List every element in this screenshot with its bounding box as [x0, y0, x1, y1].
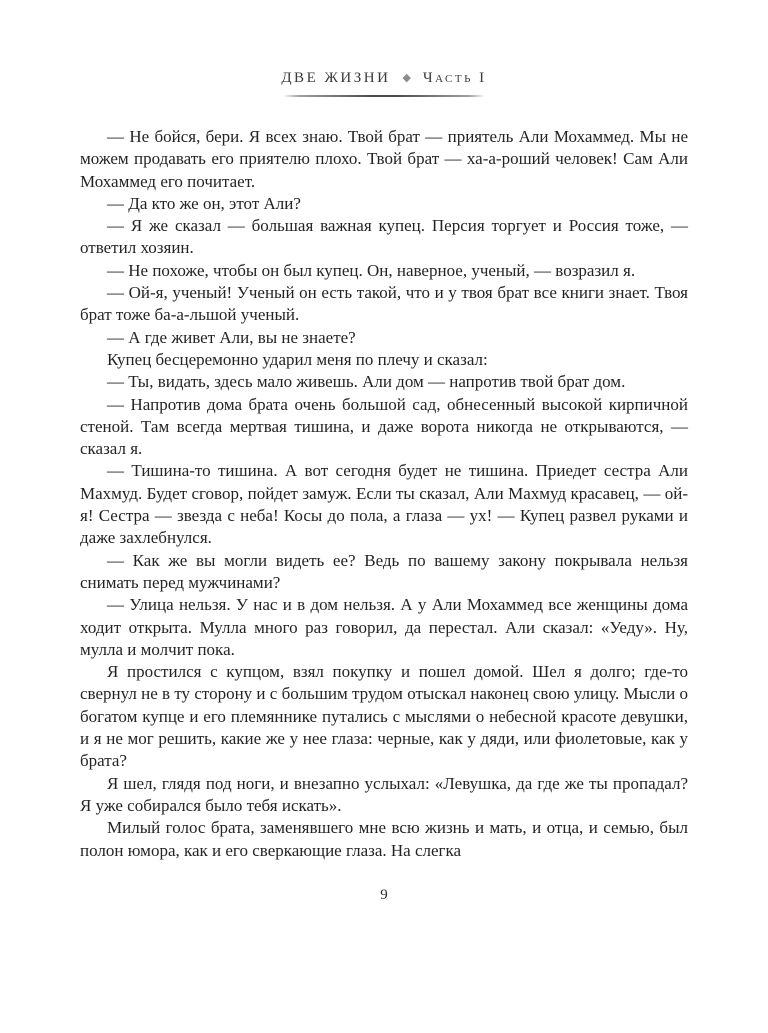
- text-paragraph: — Да кто же он, этот Али?: [107, 193, 301, 213]
- text-paragraph: — Улица нельзя. У нас и в дом нельзя. А у Али Мохаммед все женщины дома ходит открыта. Мулла много раз говорил, да перестал. Али сказал: «Уеду». Ну, мулла и молчит пока.: [80, 595, 688, 659]
- text-paragraph: — Напротив дома брата очень большой сад, обнесенный высокой кирпичной стеной. Там всегда мертвая тишина, и даже ворота никогда не открываются, — сказал я.: [80, 394, 688, 459]
- page-body: [80, 126, 688, 862]
- text-paragraph: Милый голос брата, заменявшего мне всю жизнь и мать, и отца, и семью, был полон юмора, как и его сверкающие глаза. На слегка: [80, 818, 688, 860]
- text-paragraph: — Ой-я, ученый! Ученый он есть такой, что и у твоя брат все книги знает. Твоя брат тоже ба-а-льшой ученый.: [80, 283, 688, 325]
- text-paragraph: Я шел, глядя под ноги, и внезапно услыхал: «Левушка, да где же ты пропадал? Я уже собирался было тебя искать».: [80, 773, 688, 815]
- text-paragraph: — Не бойся, бери. Я всех знаю. Твой брат — приятель Али Мохаммед. Мы не можем продавать его приятелю плохо. Твой брат — ха-а-роший человек! Сам Али Мохаммед его почитает.: [80, 127, 688, 191]
- text-paragraph: — А где живет Али, вы не знаете?: [107, 327, 356, 347]
- text-paragraph: — Я же сказал — большая важная купец. Персия торгует и Россия тоже, — ответил хозяин.: [80, 216, 688, 258]
- diamond-separator-icon: ◆: [402, 72, 411, 84]
- text-paragraph: — Как же вы могли видеть ее? Ведь по вашему закону покрывала нельзя снимать перед мужчинами?: [80, 550, 688, 592]
- text-paragraph: Я простился с купцом, взял покупку и пошел домой. Шел я долго; где-то свернул не в ту сторону и с большим трудом отыскал наконец свою улицу. Мысли о богатом купце и его племяннике путались с мыслями о небесной красоте девушки, и я не мог решить, какие же у нее глаза: черные, как у дяди, или фиолетовые, как у брата?: [80, 662, 688, 771]
- header-ornament-rule: [283, 95, 485, 97]
- page-number: 9: [380, 886, 388, 903]
- page-footer: [80, 886, 688, 904]
- page-header: [80, 70, 688, 97]
- book-title: ДВЕ ЖИЗНИ: [281, 70, 391, 86]
- text-paragraph: — Не похоже, чтобы он был купец. Он, наверное, ученый, — возразил я.: [107, 260, 636, 280]
- part-title: Часть I: [422, 70, 487, 86]
- text-paragraph: Купец бесцеремонно ударил меня по плечу и сказал:: [107, 349, 488, 369]
- text-paragraph: — Ты, видать, здесь мало живешь. Али дом — напротив твой брат дом.: [107, 372, 626, 392]
- running-head: [80, 70, 688, 87]
- text-paragraph: — Тишина-то тишина. А вот сегодня будет не тишина. Приедет сестра Али Махмуд. Будет сговор, пойдет замуж. Если ты сказал, Али Махмуд красавец, — ой-я! Сестра — звезда с неба! Косы до пола, а глаза — ух! — Купец развел руками и даже захлебнулся.: [80, 461, 688, 548]
